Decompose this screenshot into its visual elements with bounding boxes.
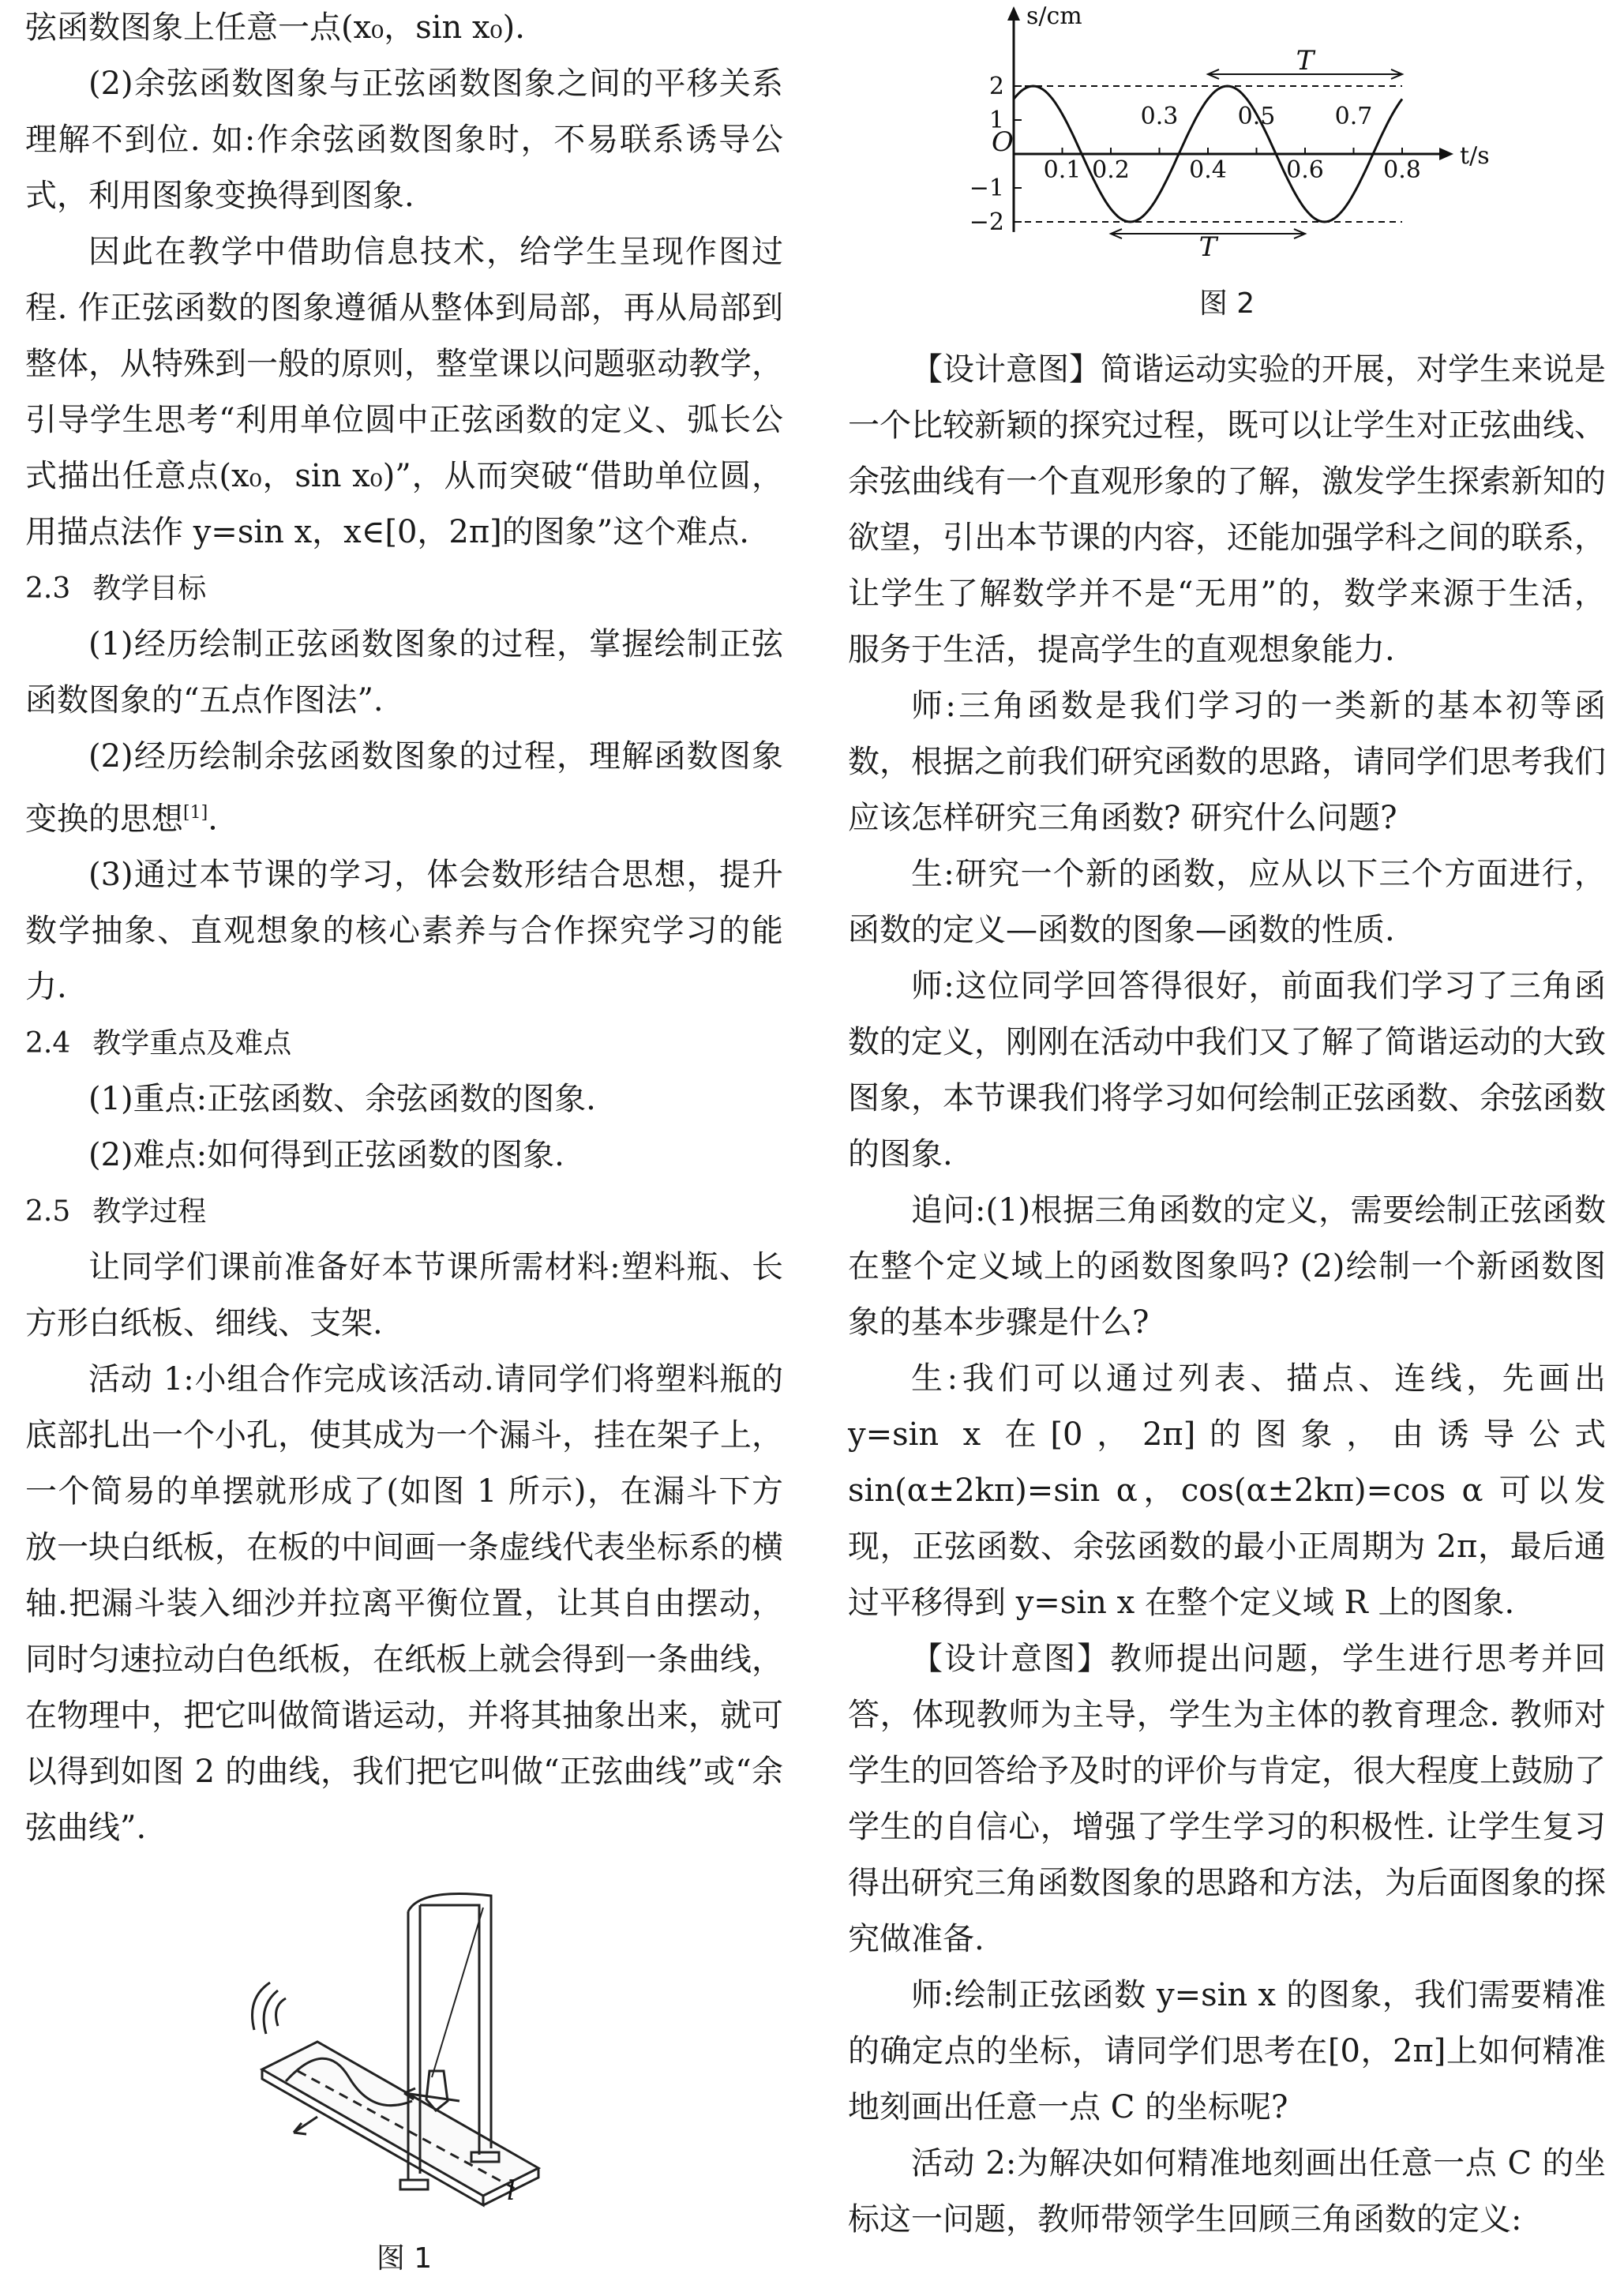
paragraph: 活动 2:为解决如何精准地刻画出任意一点 C 的坐标这一问题，教师带领学生回顾三角函数的定义: xyxy=(848,2145,1606,2238)
axis-letter-l: l xyxy=(507,2175,516,2208)
paragraph: (3)通过本节课的学习，体会数形结合思想，提升数学抽象、直观想象的核心素养与合作探究学习的能力. xyxy=(25,857,783,1006)
y-tick-label: 2 xyxy=(988,73,1004,100)
paragraph xyxy=(25,729,783,847)
section-heading-2-4 xyxy=(25,1015,783,1071)
x-tick-label: 0.2 xyxy=(1092,156,1130,184)
y-tick-label: −2 xyxy=(969,208,1004,236)
paragraph: 师:绘制正弦函数 y=sin x 的图象，我们需要精准的确定点的坐标，请同学们思考在[0，2π]上如何精准地刻画出任意一点 C 的坐标呢? xyxy=(848,1977,1606,2125)
section-number: 2.3 xyxy=(25,572,71,605)
paragraph: 生:我们可以通过列表、描点、连线，先画出 y=sin x 在[0，2π]的图象，由诱导公式 sin(α±2kπ)=sin α，cos(α±2kπ)=cos α 可以发现，正弦函数、余弦函数的最小正周期为 2π，最后通过平移得到 y=sin x 在整个定义域 R 上的图象. xyxy=(848,1360,1606,1621)
section-number: 2.4 xyxy=(25,1027,71,1060)
period-marker-bottom-label: T xyxy=(1198,231,1217,264)
x-tick-label: 0.3 xyxy=(1140,103,1179,130)
section-title: 教学目标 xyxy=(92,572,207,605)
y-tick-label: 1 xyxy=(988,107,1004,134)
paragraph: (2)难点:如何得到正弦函数的图象. xyxy=(88,1137,564,1174)
origin-label: O xyxy=(992,126,1014,158)
x-tick-label: 0.1 xyxy=(1043,156,1082,184)
y-axis-label: s/cm xyxy=(1026,2,1082,30)
paragraph: 生:研究一个新的函数，应从以下三个方面进行，函数的定义—函数的图象—函数的性质. xyxy=(848,856,1606,948)
paragraph: 【设计意图】教师提出问题，学生进行思考并回答，体现教师为主导，学生为主体的教育理念. 教师对学生的回答给予及时的评价与肯定，很大程度上鼓励了学生的自信心，增强了学生学习的积极性. 让学生复习得出研究三角函数图象的思路和方法，为后面图象的探究做准备. xyxy=(848,1641,1606,1957)
y-tick-label: −1 xyxy=(969,174,1004,202)
x-axis-arrow xyxy=(1439,148,1453,160)
figure-2-chart xyxy=(848,0,1606,280)
x-tick-label: 0.8 xyxy=(1383,156,1421,184)
paragraph: (1)经历绘制正弦函数图象的过程，掌握绘制正弦函数图象的“五点作图法”. xyxy=(25,626,783,718)
paragraph: (2)余弦函数图象与正弦函数图象之间的平移关系理解不到位. 如:作余弦函数图象时，不易联系诱导公式，利用图象变换得到图象. xyxy=(25,66,783,214)
paragraph: 活动 1:小组合作完成该活动.请同学们将塑料瓶的底部扎出一个小孔，使其成为一个漏斗，挂在架子上，一个简易的单摆就形成了(如图 1 所示)，在漏斗下方放一块白纸板，在板的中间画一条虚线代表坐标系的横轴.把漏斗装入细沙并拉离平衡位置，让其自由摆动，同时匀速拉动白色纸板，在纸板上就会得到一条曲线，在物理中，把它叫做简谐运动，并将其抽象出来，就可以得到如图 2 的曲线，我们把它叫做“正弦曲线”或“余弦曲线”. xyxy=(25,1361,783,1847)
right-column xyxy=(848,0,1606,2248)
figure-2-caption: 图 2 xyxy=(1198,287,1255,320)
section-heading-2-3 xyxy=(25,561,783,617)
paragraph: 让同学们课前准备好本节课所需材料:塑料瓶、长方形白纸板、细线、支架. xyxy=(25,1249,783,1342)
pendulum-illustration xyxy=(223,1864,602,2235)
section-title: 教学重点及难点 xyxy=(92,1027,292,1060)
section-heading-2-5 xyxy=(25,1184,783,1240)
sine-chart xyxy=(935,0,1551,280)
x-tick-label: 0.5 xyxy=(1237,103,1276,130)
paragraph: 追问:(1)根据三角函数的定义，需要绘制正弦函数在整个定义域上的函数图象吗? (2)绘制一个新函数图象的基本步骤是什么? xyxy=(848,1192,1606,1341)
x-tick-label: 0.4 xyxy=(1189,156,1227,184)
section-number: 2.5 xyxy=(25,1195,71,1229)
section-title: 教学过程 xyxy=(92,1195,207,1229)
paragraph: 师:这位同学回答得很好，前面我们学习了三角函数的定义，刚刚在活动中我们又了解了简谐运动的大致图象，本节课我们将学习如何绘制正弦函数、余弦函数的图象. xyxy=(848,968,1606,1172)
period-marker-top-label: T xyxy=(1296,44,1315,77)
x-tick-label: 0.6 xyxy=(1286,156,1324,184)
citation: [1] xyxy=(183,803,208,823)
x-tick-label: 0.7 xyxy=(1334,103,1373,130)
paragraph: 弦函数图象上任意一点(x₀，sin x₀). xyxy=(25,9,525,46)
paragraph-end: . xyxy=(208,801,218,838)
left-column xyxy=(25,0,783,2283)
paragraph: 因此在教学中借助信息技术，给学生呈现作图过程. 作正弦函数的图象遵循从整体到局部，再从局部到整体，从特殊到一般的原则，整堂课以问题驱动教学，引导学生思考“利用单位圆中正弦函数的定义、弧长公式描出任意点(x₀，sin x₀)”，从而突破“借助单位圆，用描点法作 y=sin x，x∈[0，2π]的图象”这个难点. xyxy=(25,234,783,550)
y-axis-arrow xyxy=(1007,6,1020,21)
paragraph: (1)重点:正弦函数、余弦函数的图象. xyxy=(88,1081,596,1118)
paragraph-text: (2)经历绘制余弦函数图象的过程，理解函数图象变换的思想 xyxy=(25,738,783,838)
figure-1-pendulum xyxy=(25,1864,783,2235)
x-axis-label: t/s xyxy=(1460,142,1490,170)
figure-1-caption: 图 1 xyxy=(376,2242,433,2275)
paragraph: 师:三角函数是我们学习的一类新的基本初等函数，根据之前我们研究函数的思路，请同学们思考我们应该怎样研究三角函数? 研究什么问题? xyxy=(848,688,1606,836)
paragraph: 【设计意图】简谐运动实验的开展，对学生来说是一个比较新颖的探究过程，既可以让学生对正弦曲线、余弦曲线有一个直观形象的了解，激发学生探索新知的欲望，引出本节课的内容，还能加强学科之间的联系，让学生了解数学并不是“无用”的，数学来源于生活，服务于生活，提高学生的直观想象能力. xyxy=(848,351,1606,668)
